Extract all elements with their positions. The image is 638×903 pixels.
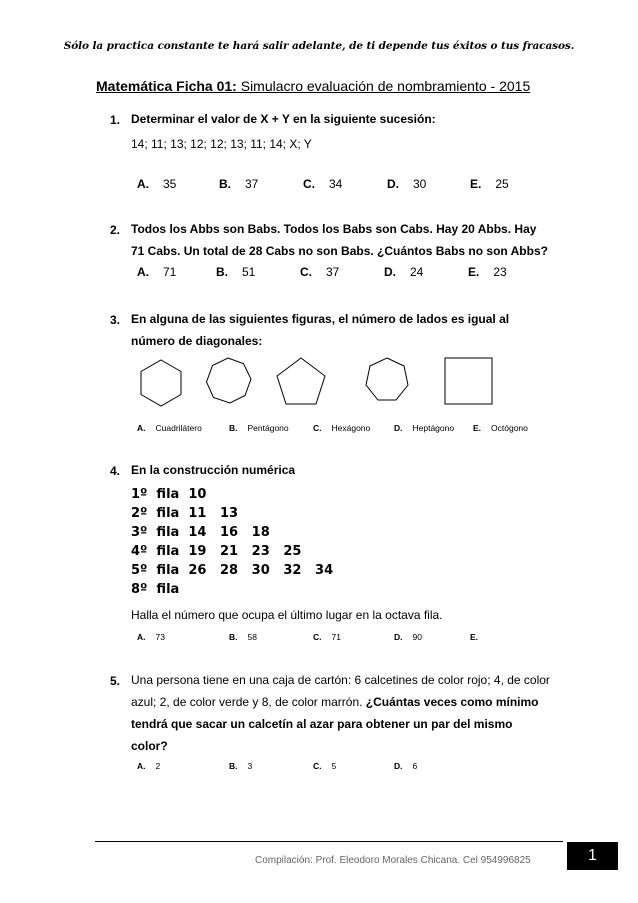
footer-text: Compilación: Prof. Eleodoro Morales Chicana. Cel 954996825 — [255, 855, 531, 866]
q2-option-a: A. 71 — [137, 265, 177, 279]
q3-number: 3. — [110, 313, 121, 327]
q1-option-b: B. 37 — [219, 177, 259, 191]
q4-option-d: D. 90 — [394, 632, 422, 642]
page-number: 1 — [567, 842, 618, 870]
q2-option-b: B. 51 — [216, 265, 256, 279]
q2-option-e: E. 23 — [468, 265, 507, 279]
q3-option-a: A. Cuadrilátero — [137, 423, 202, 433]
q3-line2: número de diagonales: — [131, 334, 263, 348]
q5-line2: azul; 2, de color verde y 8, de color marrón. ¿Cuántas veces como mínimo — [131, 695, 539, 709]
q2-option-d: D. 24 — [384, 265, 424, 279]
q2-line1: Todos los Abbs son Babs. Todos los Babs son Cabs. Hay 20 Abbs. Hay — [131, 222, 537, 236]
q3-option-e: E. Octógono — [473, 423, 528, 433]
q4-option-e: E. — [470, 632, 479, 642]
q4-prompt: Halla el número que ocupa el último lugar en la octava fila. — [131, 608, 443, 622]
q4-number-rows — [131, 487, 333, 601]
title-bold: Matemática Ficha 01: — [96, 78, 237, 94]
footer-divider — [95, 841, 563, 842]
hexagon-icon — [141, 360, 181, 406]
page-title — [96, 78, 530, 94]
q4-row-2: 2º fila 11 13 — [131, 506, 239, 521]
q5-line1: Una persona tiene en una caja de cartón: 6 calcetines de color rojo; 4, de color — [131, 673, 550, 687]
q4-row-3: 3º fila 14 16 18 — [131, 525, 270, 540]
q2-option-c: C. 37 — [300, 265, 340, 279]
q3-option-d: D. Heptágono — [394, 423, 455, 433]
title-rest: Simulacro evaluación de nombramiento - 2015 — [236, 78, 531, 94]
q1-number: 1. — [110, 113, 121, 127]
octagon-icon — [207, 358, 252, 403]
q1-option-c: C. 34 — [303, 177, 343, 191]
q1-sequence: 14; 11; 13; 12; 12; 13; 11; 14; X; Y — [131, 137, 312, 151]
q5-line3: tendrá que sacar un calcetín al azar para obtener un par del mismo — [131, 717, 513, 731]
header-motto: Sólo la practica constante te hará salir adelante, de ti depende tus éxitos o tus fracasos. — [63, 40, 575, 52]
q2-number: 2. — [110, 223, 121, 237]
q3-option-b: B. Pentágono — [229, 423, 289, 433]
q3-shapes — [120, 355, 560, 415]
q5-line4: color? — [131, 739, 168, 753]
q3-option-c: C. Hexágono — [313, 423, 371, 433]
q4-text: En la construcción numérica — [131, 463, 296, 477]
q4-option-c: C. 71 — [313, 632, 341, 642]
q1-text: Determinar el valor de X + Y en la siguiente sucesión: — [131, 112, 436, 126]
q1-option-e: E. 25 — [470, 177, 509, 191]
q1-option-a: A. 35 — [137, 177, 177, 191]
q4-row-4: 4º fila 19 21 23 25 — [131, 544, 302, 559]
q4-option-b: B. 58 — [229, 632, 257, 642]
q5-number: 5. — [110, 674, 121, 688]
heptagon-icon — [366, 358, 408, 400]
q4-number: 4. — [110, 464, 121, 478]
square-icon — [445, 358, 492, 404]
q5-option-b: B. 3 — [229, 761, 253, 771]
q2-line2: 71 Cabs. Un total de 28 Cabs no son Babs. ¿Cuántos Babs no son Abbs? — [131, 244, 548, 258]
q4-row-8: 8º fila — [131, 582, 180, 597]
q5-option-c: C. 5 — [313, 761, 337, 771]
q4-option-a: A. 73 — [137, 632, 165, 642]
q4-row-5: 5º fila 26 28 30 32 34 — [131, 563, 334, 578]
q5-option-d: D. 6 — [394, 761, 418, 771]
q5-option-a: A. 2 — [137, 761, 161, 771]
q1-option-d: D. 30 — [387, 177, 427, 191]
pentagon-icon — [277, 358, 325, 404]
q4-row-1: 1º fila 10 — [131, 487, 207, 502]
q3-line1: En alguna de las siguientes figuras, el número de lados es igual al — [131, 312, 510, 326]
